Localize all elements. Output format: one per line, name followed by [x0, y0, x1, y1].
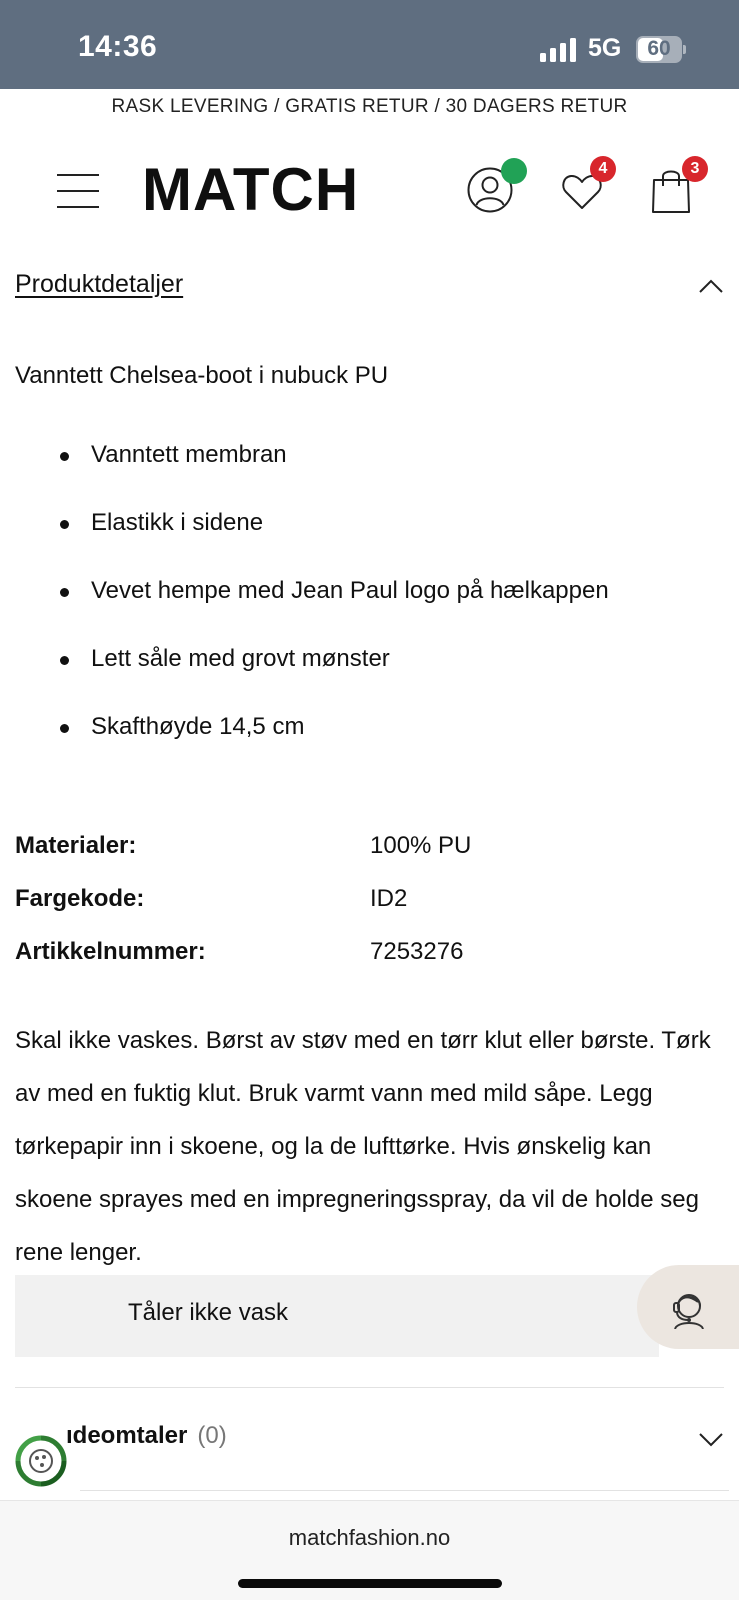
spec-value: 7253276 — [370, 938, 464, 965]
account-status-dot — [501, 158, 527, 184]
spec-label: Fargekode: — [15, 885, 145, 912]
wash-label: Tåler ikke vask — [128, 1299, 289, 1326]
menu-icon[interactable] — [57, 174, 99, 208]
care-instructions: Skal ikke vaskes. Børst av støv med en tørr klut eller børste. Tørk av med en fuktig klut. Bruk varmt vann med mild såpe. Legg tørkepapir inn i skoene, og la de lufttørke. Hvis ønskelig kan skoene sprayes med en impregneringsspray, da vil de holde seg rene lenger. — [15, 1027, 711, 1266]
address-bar-url[interactable]: matchfashion.no — [288, 1525, 451, 1550]
chevron-up-icon[interactable] — [698, 278, 724, 294]
wishlist-count-badge: 4 — [590, 156, 616, 182]
list-item: Skafthøyde 14,5 cm — [15, 712, 609, 780]
reviews-title: ıdeomtaler — [66, 1422, 188, 1449]
network-type: 5G — [588, 34, 622, 62]
cart-button[interactable] — [650, 160, 700, 214]
customer-service-button[interactable] — [637, 1265, 739, 1349]
list-item: Elastikk i sidene — [15, 508, 609, 576]
list-item: Vanntett membran — [15, 440, 609, 508]
status-bar — [0, 0, 739, 89]
divider — [15, 1387, 724, 1388]
divider — [80, 1490, 729, 1491]
promo-banner: RASK LEVERING / GRATIS RETUR / 30 DAGERS RETUR — [111, 96, 628, 117]
status-time: 14:36 — [78, 30, 158, 63]
list-item: Vevet hempe med Jean Paul logo på hælkappen — [15, 576, 609, 644]
spec-label: Materialer: — [15, 832, 137, 859]
product-intro: Vanntett Chelsea-boot i nubuck PU — [15, 362, 389, 389]
spec-value: 100% PU — [370, 832, 472, 859]
reviews-toggle[interactable] — [66, 1422, 227, 1450]
battery-level: 60 — [647, 37, 671, 60]
cart-count-badge: 3 — [682, 156, 708, 182]
list-item: Lett såle med grovt mønster — [15, 644, 609, 712]
support-agent-icon — [667, 1285, 711, 1329]
chevron-down-icon[interactable] — [698, 1432, 724, 1448]
spec-label: Artikkelnummer: — [15, 938, 206, 965]
signal-icon — [540, 38, 578, 62]
logo[interactable]: MATCH — [142, 156, 360, 223]
wash-info-box — [15, 1275, 659, 1357]
eco-badge-icon[interactable] — [14, 1434, 68, 1488]
account-button[interactable] — [466, 166, 516, 216]
battery-icon — [636, 36, 686, 63]
home-indicator[interactable] — [238, 1579, 502, 1588]
feature-list — [15, 440, 609, 780]
product-details-toggle[interactable]: Produktdetaljer — [15, 270, 184, 298]
reviews-count: (0) — [197, 1422, 227, 1449]
wishlist-button[interactable] — [560, 160, 608, 214]
spec-value: ID2 — [370, 885, 408, 912]
browser-bottom-bar — [0, 1500, 739, 1600]
